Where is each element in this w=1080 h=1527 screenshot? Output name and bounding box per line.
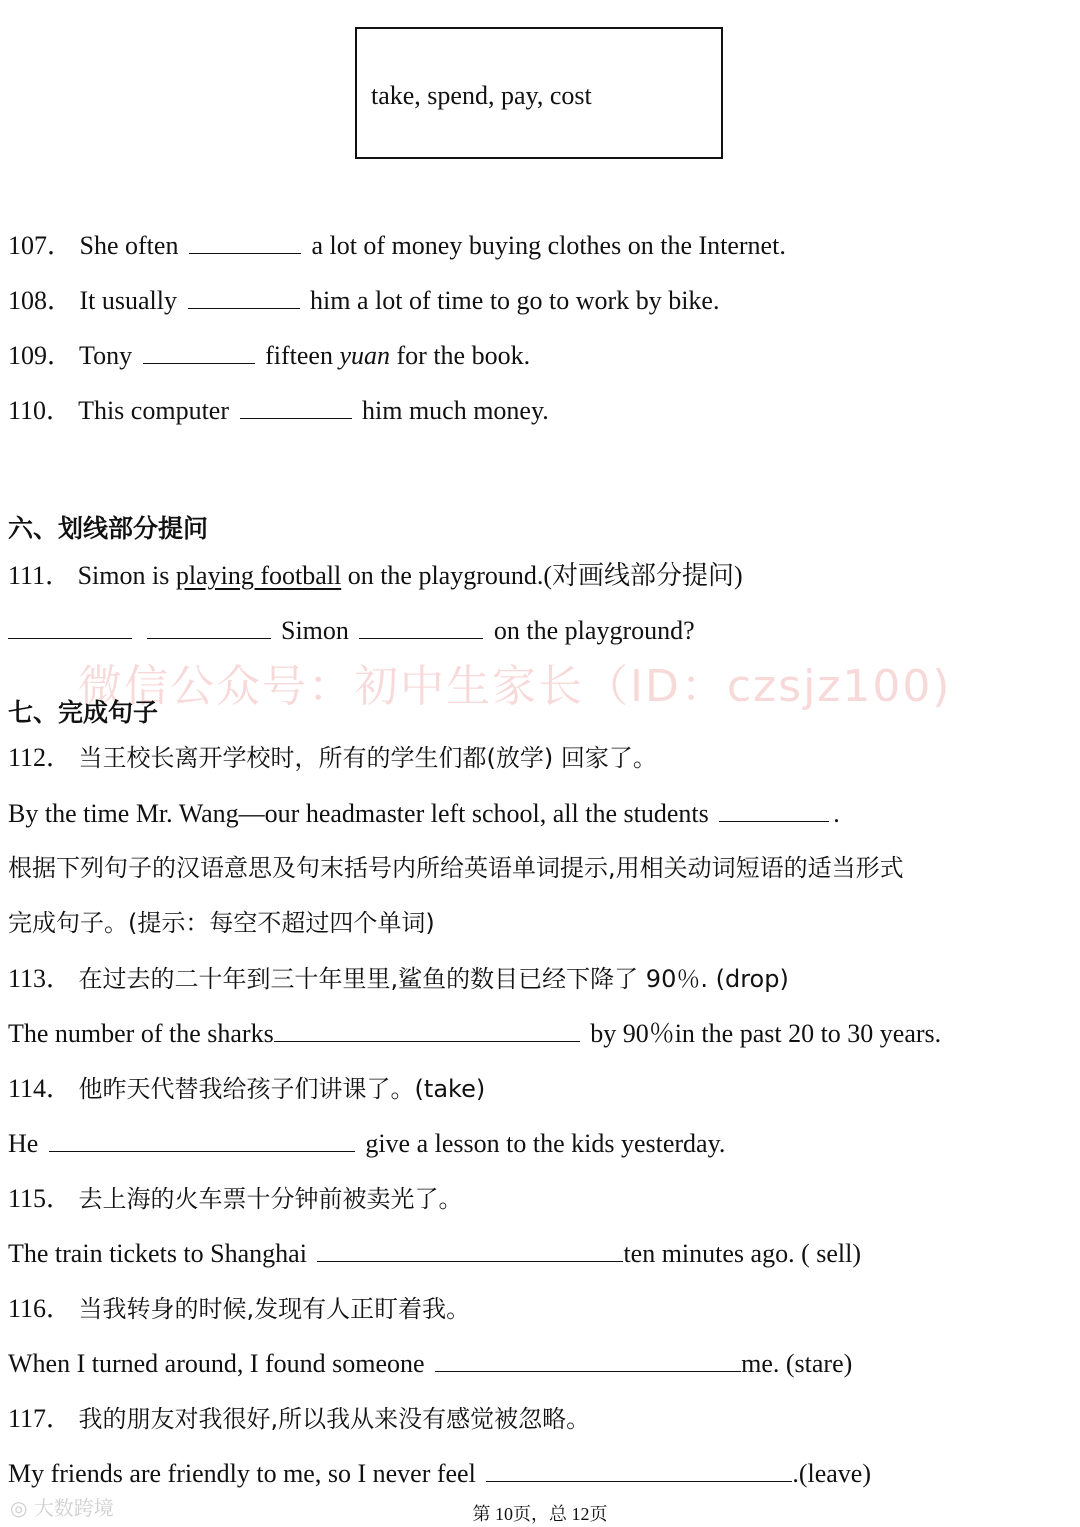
logo-text: 大数跨境 [33,1496,114,1520]
question-117-en [8,1458,871,1490]
section-6-title: 六、划线部分提问 [8,514,209,543]
question-chinese: 当我转身的时候,发现有人正盯着我。 [78,1295,471,1323]
section-7-title: 七、完成句子 [8,698,159,727]
answer-blank[interactable] [8,616,132,639]
question-text: This computer [78,396,229,425]
question-text: My friends are friendly to me, so I never feel [8,1459,476,1488]
question-text: on the playground? [493,616,695,645]
question-number: 107． [8,231,74,260]
question-text: Simon [281,616,349,645]
question-number: 112． [8,743,73,772]
answer-blank[interactable] [49,1129,355,1152]
answer-blank[interactable] [189,231,301,254]
question-117-cn [8,1403,590,1435]
question-111 [8,560,743,592]
question-text: give a lesson to the kids yesterday. [365,1129,726,1158]
question-113-cn [8,963,789,995]
question-text: for the book. [396,341,531,370]
question-number: 109． [8,341,74,370]
question-text: on the playground.(对画线部分提问) [347,561,743,590]
question-number: 111． [8,561,72,590]
question-112-cn [8,742,657,774]
question-text: Tony [79,341,133,370]
watermark: 微信公众号：初中生家长（ID：czsjz100) [78,661,952,712]
question-text: He [8,1129,39,1158]
word-bank-box [355,27,723,159]
question-116-en [8,1348,852,1380]
answer-blank[interactable] [240,396,352,419]
question-text: fifteen [265,341,333,370]
question-114-cn [8,1073,485,1105]
answer-blank[interactable] [147,616,271,639]
question-111-answer [8,615,695,647]
question-107 [8,230,786,262]
answer-blank[interactable] [435,1349,741,1372]
question-text: me. (stare) [741,1349,853,1378]
question-text: The train tickets to Shanghai [8,1239,307,1268]
question-text: him much money. [362,396,549,425]
question-text: She often [79,231,179,260]
question-number: 117． [8,1404,73,1433]
question-text: When I turned around, I found someone [8,1349,425,1378]
answer-blank[interactable] [274,1019,580,1042]
question-text: a lot of money buying clothes on the Internet. [311,231,786,260]
question-text: Simon is [77,561,170,590]
question-113-en [8,1018,941,1050]
question-text: .(leave) [792,1459,871,1488]
answer-blank[interactable] [719,799,829,822]
question-text: It usually [79,286,178,315]
question-number: 114． [8,1074,73,1103]
question-text: The number of the sharks [8,1019,274,1048]
question-110 [8,395,549,427]
question-number: 116． [8,1294,73,1323]
answer-blank[interactable] [486,1459,792,1482]
question-text: by 90％in the past 20 to 30 years. [590,1019,942,1048]
question-114-en [8,1128,725,1160]
question-chinese: 在过去的二十年到三十年里里,鲨鱼的数目已经下降了 90％. (drop) [78,965,789,993]
question-chinese: 去上海的火车票十分钟前被卖光了。 [78,1185,463,1213]
question-text: . [833,799,840,828]
answer-blank[interactable] [143,341,255,364]
instructions-line-1 [8,852,904,884]
answer-blank[interactable] [359,616,483,639]
question-number: 108． [8,286,74,315]
instructions-text: 根据下列句子的汉语意思及句末括号内所给英语单词提示,用相关动词短语的适当形式 [8,854,904,882]
question-chinese: 当王校长离开学校时，所有的学生们都(放学) 回家了。 [78,744,657,772]
question-108 [8,285,719,317]
question-109 [8,340,530,372]
instructions-text: 完成句子。(提示：每空不超过四个单词) [8,909,435,937]
question-chinese: 他昨天代替我给孩子们讲课了。(take) [78,1075,486,1103]
answer-blank[interactable] [317,1239,623,1262]
question-number: 115． [8,1184,73,1213]
question-112-en [8,798,840,830]
question-text: him a lot of time to go to work by bike. [310,286,720,315]
question-115-cn [8,1183,463,1215]
question-italic-text: yuan [339,341,391,370]
answer-blank[interactable] [188,286,300,309]
instructions-line-2 [8,907,435,939]
question-116-cn [8,1293,470,1325]
question-chinese: 我的朋友对我很好,所以我从来没有感觉被忽略。 [78,1405,591,1433]
word-bank-text: take, spend, pay, cost [371,81,592,110]
question-number: 110． [8,396,73,425]
logo-icon: ◎ [10,1496,28,1520]
question-text: By the time Mr. Wang—our headmaster left school, all the students [8,799,709,828]
page-footer: 第 10页，总 12页 [472,1504,608,1524]
question-text: ten minutes ago. ( sell) [623,1239,861,1268]
question-115-en [8,1238,861,1270]
underlined-phrase: playing football [175,561,342,590]
question-number: 113． [8,964,73,993]
